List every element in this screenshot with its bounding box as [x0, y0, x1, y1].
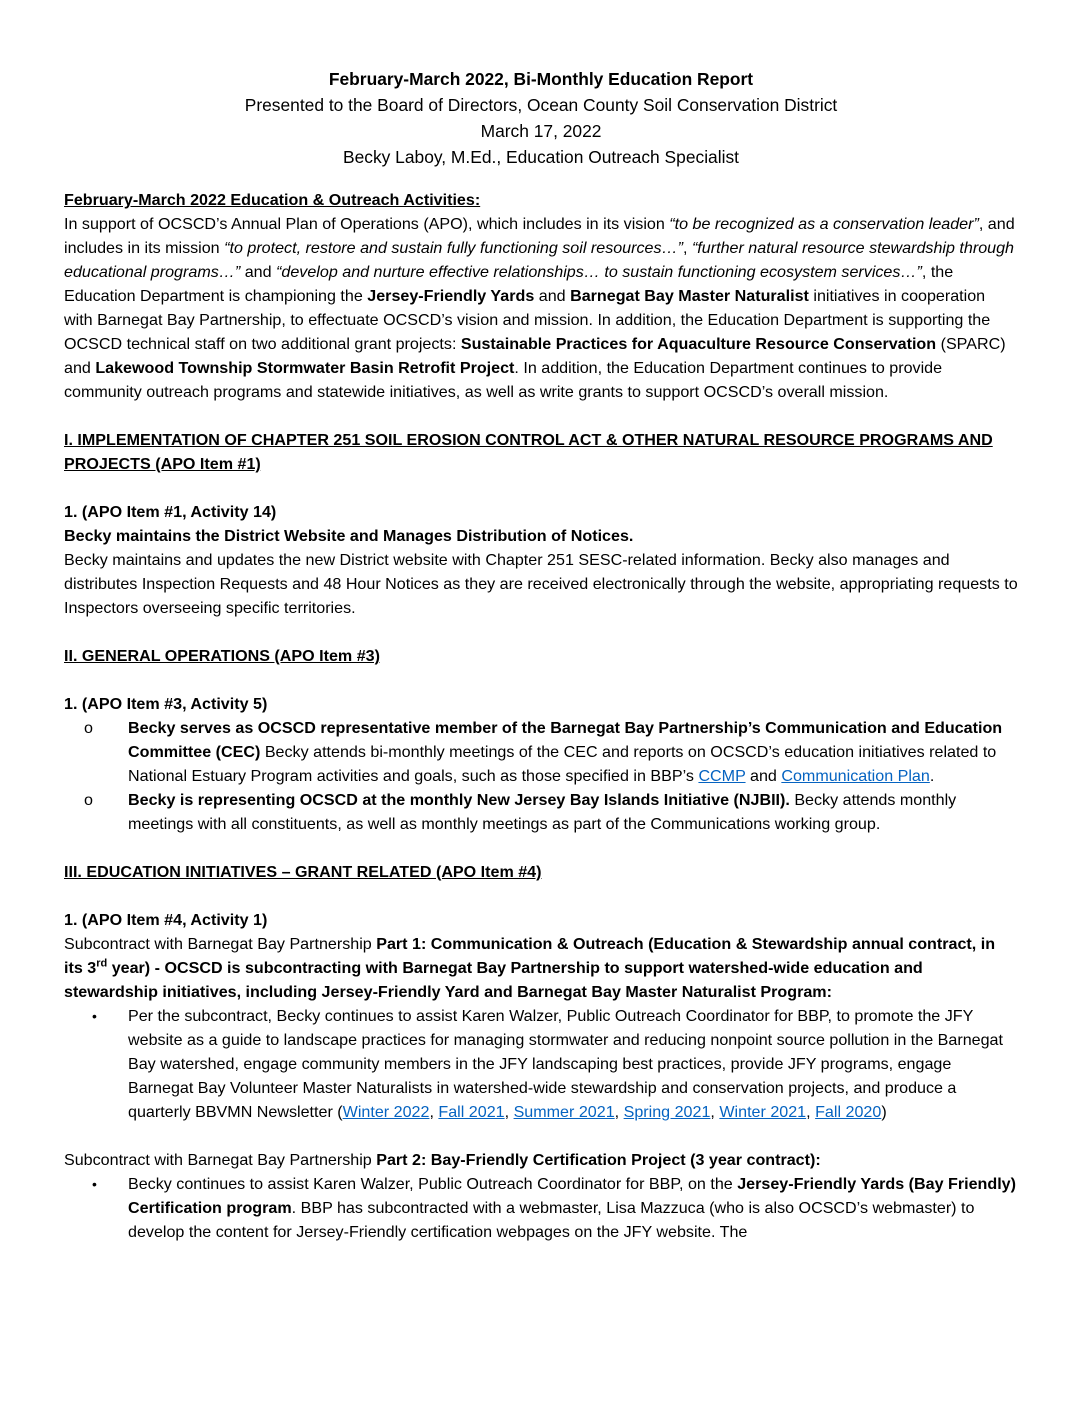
presented-to: Presented to the Board of Directors, Ocean County Soil Conservation District	[244, 95, 838, 115]
separator: ,	[504, 1103, 514, 1121]
section-1-heading: I. IMPLEMENTATION OF CHAPTER 251 SOIL EROSION CONTROL ACT & OTHER NATURAL RESOURCE PROGRAMS AND PROJECTS (APO Item #1)	[64, 431, 993, 473]
list-item-text: .	[929, 767, 935, 785]
ccmp-link[interactable]: CCMP	[698, 767, 746, 785]
newsletter-link-winter-2021[interactable]: Winter 2021	[719, 1103, 807, 1121]
section-1-item: 1. (APO Item #1, Activity 14)	[64, 503, 277, 521]
intro-heading: February-March 2022 Education & Outreach Activities:	[64, 191, 481, 209]
project-name: Lakewood Township Stormwater Basin Retrofit Project	[95, 359, 515, 377]
initiative-name: Becky is representing OCSCD at the monthly New Jersey Bay Islands Initiative (NJBII).	[128, 791, 790, 809]
subcontract-part-1	[64, 932, 1018, 1004]
closing-paren: )	[881, 1103, 887, 1121]
ordinal-suffix: rd	[96, 957, 108, 970]
report-header	[64, 66, 1018, 170]
mission-quote: “develop and nurture effective relationships… to sustain functioning ecosystem services…”	[276, 263, 922, 281]
list-item	[64, 716, 1018, 788]
mission-quote: “further natural resource stewardship through educational programs…”	[64, 239, 1014, 281]
newsletter-link-fall-2021[interactable]: Fall 2021	[438, 1103, 505, 1121]
intro-text: and	[240, 263, 277, 281]
intro-text: (SPARC) and	[64, 335, 1006, 377]
subcontract-part-2	[64, 1148, 1018, 1172]
intro-paragraph	[64, 212, 1018, 404]
report-date: March 17, 2022	[480, 121, 602, 141]
paragraph-text: Subcontract with Barnegat Bay Partnership	[64, 935, 377, 953]
separator: ,	[429, 1103, 439, 1121]
intro-text: In support of OCSCD’s Annual Plan of Operations (APO), which includes in its vision	[64, 215, 670, 233]
list-item-text: and	[745, 767, 782, 785]
list-item	[64, 788, 1018, 836]
contract-title: year) - OCSCD is subcontracting with Barnegat Bay Partnership to support watershed-wide education and stewardship initiatives, including Jersey-Friendly Yard and Barnegat Bay Master Naturalist Program:	[64, 959, 923, 1001]
newsletter-link-summer-2021[interactable]: Summer 2021	[513, 1103, 615, 1121]
contract-title: Part 1: Communication & Outreach (Education & Stewardship annual contract, in its 3	[64, 935, 996, 977]
separator: ,	[710, 1103, 720, 1121]
circle-bullet-icon: o	[84, 791, 93, 809]
newsletter-link-fall-2020[interactable]: Fall 2020	[815, 1103, 882, 1121]
circle-bullet-icon: o	[84, 719, 93, 737]
mission-quote: “to protect, restore and sustain fully functioning soil resources…”	[224, 239, 683, 257]
committee-name: Becky serves as OCSCD representative member of the Barnegat Bay Partnership’s Communication and Education Committee (CEC)	[128, 719, 1003, 761]
section-1-body: Becky maintains and updates the new District website with Chapter 251 SESC-related information. Becky also manages and distributes Inspection Requests and 48 Hour Notices as they are received electronically through the website, appropriating requests to Inspectors overseeing specific territories.	[64, 551, 1018, 617]
separator: ,	[806, 1103, 816, 1121]
part-2-list	[64, 1172, 1018, 1244]
separator: ,	[614, 1103, 624, 1121]
intro-text: . In addition, the Education Department continues to provide community outreach programs and statewide initiatives, as well as write grants to support OCSCD’s overall mission.	[64, 359, 943, 401]
list-item-text: Becky attends bi-monthly meetings of the CEC and reports on OCSCD’s education initiatives related to National Estuary Program activities and goals, such as those specified in BBP’s	[128, 743, 997, 785]
intro-text: ,	[683, 239, 692, 257]
report-author: Becky Laboy, M.Ed., Education Outreach Specialist	[342, 147, 739, 167]
vision-quote: “to be recognized as a conservation leader”	[669, 215, 979, 233]
bullet-icon: •	[92, 1008, 97, 1024]
contract-title: Part 2: Bay-Friendly Certification Project (3 year contract):	[376, 1151, 821, 1169]
list-item	[64, 1172, 1018, 1244]
communication-plan-link[interactable]: Communication Plan	[781, 767, 930, 785]
section-3-item: 1. (APO Item #4, Activity 1)	[64, 911, 268, 929]
section-1-subheading: Becky maintains the District Website and Manages Distribution of Notices.	[64, 527, 634, 545]
bullet-icon: •	[92, 1176, 97, 1192]
section-2-list	[64, 716, 1018, 836]
section-2-heading: II. GENERAL OPERATIONS (APO Item #3)	[64, 647, 380, 665]
program-name: Jersey-Friendly Yards (Bay Friendly) Certification program	[128, 1175, 1016, 1217]
intro-text: and	[534, 287, 571, 305]
paragraph-text: Subcontract with Barnegat Bay Partnership	[64, 1151, 377, 1169]
list-item-text: . BBP has subcontracted with a webmaster, Lisa Mazzuca (who is also OCSCD’s webmaster) to develop the content for Jersey-Friendly certification webpages on the JFY website. The	[128, 1199, 975, 1241]
list-item	[64, 1004, 1018, 1124]
intro-text: initiatives in cooperation with Barnegat Bay Partnership, to effectuate OCSCD’s vision and mission. In addition, the Education Department is supporting the OCSCD technical staff on two additional grant projects:	[64, 287, 991, 353]
newsletter-link-winter-2022[interactable]: Winter 2022	[342, 1103, 430, 1121]
section-3-heading: III. EDUCATION INITIATIVES – GRANT RELATED (APO Item #4)	[64, 863, 542, 881]
section-2-item: 1. (APO Item #3, Activity 5)	[64, 695, 268, 713]
list-item-text: Becky continues to assist Karen Walzer, Public Outreach Coordinator for BBP, on the	[128, 1175, 738, 1193]
intro-text: , the Education Department is championing the	[64, 263, 954, 305]
list-item-text: Per the subcontract, Becky continues to assist Karen Walzer, Public Outreach Coordinator for BBP, to promote the JFY website as a guide to landscape practices for managing stormwater and reducing nonpoint source pollution in the Barnegat Bay watershed, engage community members in the JFY landscaping best practices, provide JFY programs, engage Barnegat Bay Volunteer Master Naturalists in watershed-wide stewardship and conservation projects, and produce a quarterly BBVMN Newsletter (	[128, 1007, 1003, 1121]
newsletter-link-spring-2021[interactable]: Spring 2021	[623, 1103, 711, 1121]
program-name: Jersey-Friendly Yards	[367, 287, 535, 305]
program-name: Barnegat Bay Master Naturalist	[570, 287, 809, 305]
list-item-text: Becky attends monthly meetings with all constituents, as well as monthly meetings as part of the Communications working group.	[128, 791, 957, 833]
part-1-list	[64, 1004, 1018, 1124]
project-name: Sustainable Practices for Aquaculture Resource Conservation	[460, 335, 937, 353]
intro-text: , and includes in its mission	[64, 215, 1015, 257]
report-title: February-March 2022, Bi-Monthly Education Report	[328, 69, 754, 89]
